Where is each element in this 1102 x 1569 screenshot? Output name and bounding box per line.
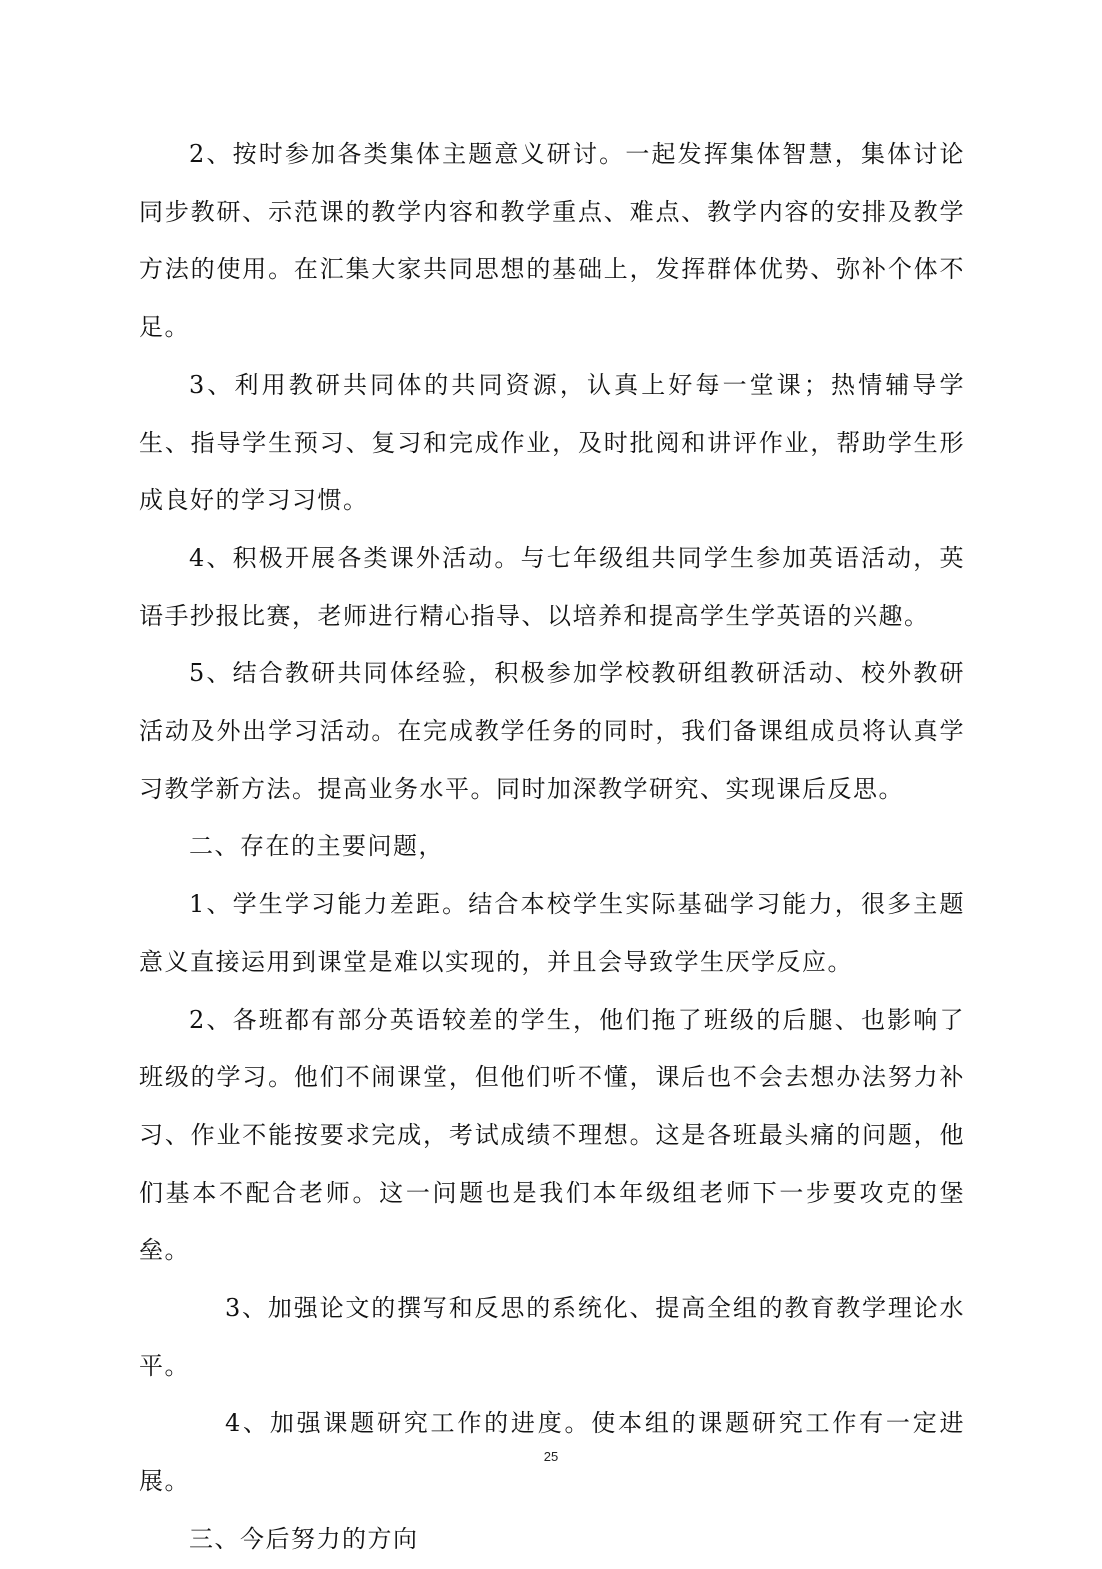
problem-item-2: 2、各班都有部分英语较差的学生，他们拖了班级的后腿、也影响了班级的学习。他们不闹课堂，但他们听不懂，课后也不会去想办法努力补习、作业不能按要求完成，考试成绩不理想。这是各班最头痛的问题，他们基本不配合老师。这一问题也是我们本年级组老师下一步要攻克的堡垒。 xyxy=(139,1005,965,1265)
problem-item-3: 3、加强论文的撰写和反思的系统化、提高全组的教育教学理论水平。 xyxy=(139,1294,965,1380)
section-heading-problems: 二、存在的主要问题， xyxy=(189,832,444,861)
paragraph-item-5: 5、结合教研共同体经验，积极参加学校教研组教研活动、校外教研活动及外出学习活动。在完成教学任务的同时，我们备课组成员将认真学习教学新方法。提高业务水平。同时加深教学研究、实现课后反思。 xyxy=(139,659,965,803)
paragraph-item-2: 2、按时参加各类集体主题意义研讨。一起发挥集体智慧，集体讨论同步教研、示范课的教学内容和教学重点、难点、教学内容的安排及教学方法的使用。在汇集大家共同思想的基础上，发挥群体优势、弥补个体不足。 xyxy=(139,140,965,342)
problem-item-1: 1、学生学习能力差距。结合本校学生实际基础学习能力，很多主题意义直接运用到课堂是难以实现的，并且会导致学生厌学反应。 xyxy=(139,890,965,976)
body-text xyxy=(139,126,965,1569)
problem-item-4: 4、加强课题研究工作的进度。使本组的课题研究工作有一定进展。 xyxy=(139,1409,965,1496)
page-number: 25 xyxy=(543,1449,559,1464)
paragraph-item-4: 4、积极开展各类课外活动。与七年级组共同学生参加英语活动，英语手抄报比赛，老师进行精心指导、以培养和提高学生学英语的兴趣。 xyxy=(139,543,965,630)
paragraph-item-3: 3、利用教研共同体的共同资源，认真上好每一堂课；热情辅导学生、指导学生预习、复习和完成作业，及时批阅和讲评作业，帮助学生形成良好的学习习惯。 xyxy=(139,370,965,515)
section-heading-direction: 三、今后努力的方向 xyxy=(189,1524,419,1553)
